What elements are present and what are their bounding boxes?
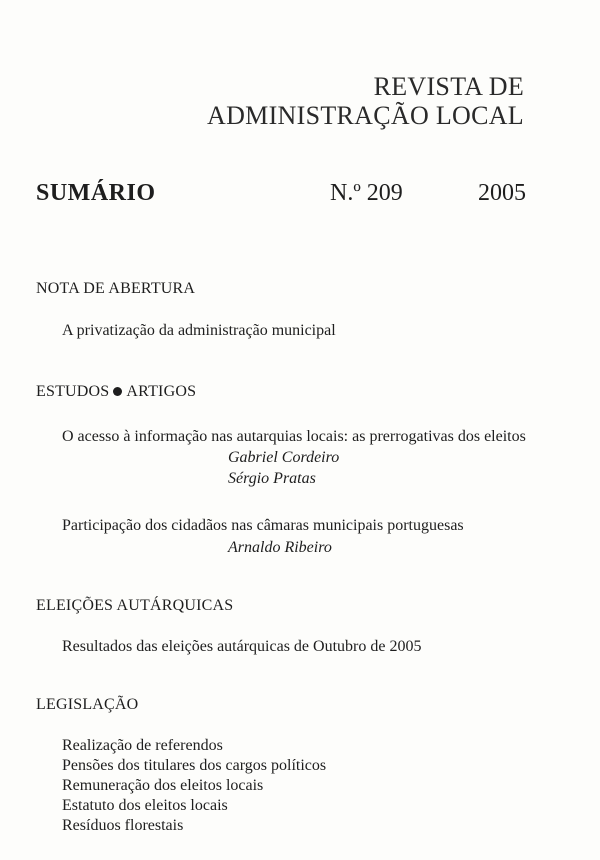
section-heading-legislacao: LEGISLAÇÃO xyxy=(36,696,139,713)
bullet-icon xyxy=(113,387,122,396)
toc-item: Resultados das eleições autárquicas de Outubro de 2005 xyxy=(62,638,422,655)
legislacao-list xyxy=(62,736,326,836)
section-heading-nota-de-abertura: NOTA DE ABERTURA xyxy=(36,280,196,297)
toc-item-author: Sérgio Pratas xyxy=(228,470,316,487)
toc-item-article-title: Participação dos cidadãos nas câmaras municipais portuguesas xyxy=(62,517,464,534)
toc-item-author: Gabriel Cordeiro xyxy=(228,449,340,466)
section-heading-estudos-artigos xyxy=(36,383,196,401)
list-item: Resíduos florestais xyxy=(62,817,184,834)
toc-item: A privatização da administração municipal xyxy=(62,322,336,339)
summary-title: SUMÁRIO xyxy=(36,180,156,206)
toc-item-author: Arnaldo Ribeiro xyxy=(228,539,332,556)
issue-year: 2005 xyxy=(478,180,526,206)
summary-header xyxy=(36,180,526,214)
list-item: Estatuto dos eleitos locais xyxy=(62,797,228,814)
list-item: Realização de referendos xyxy=(62,737,223,754)
journal-title-line-2: ADMINISTRAÇÃO LOCAL xyxy=(207,101,524,130)
section-heading-eleicoes-autarquicas: ELEIÇÕES AUTÁRQUICAS xyxy=(36,597,234,614)
toc-item-article-title: O acesso à informação nas autarquias locais: as prerrogativas dos eleitos xyxy=(62,428,526,445)
section-heading-estudos: ESTUDOS xyxy=(36,383,110,400)
list-item: Pensões dos titulares dos cargos políticos xyxy=(62,757,327,774)
section-heading-artigos: ARTIGOS xyxy=(126,383,197,400)
list-item: Remuneração dos eleitos locais xyxy=(62,777,264,794)
journal-title xyxy=(207,72,524,130)
journal-title-line-1: REVISTA DE xyxy=(373,72,524,101)
issue-number: N.º 209 xyxy=(330,180,403,206)
